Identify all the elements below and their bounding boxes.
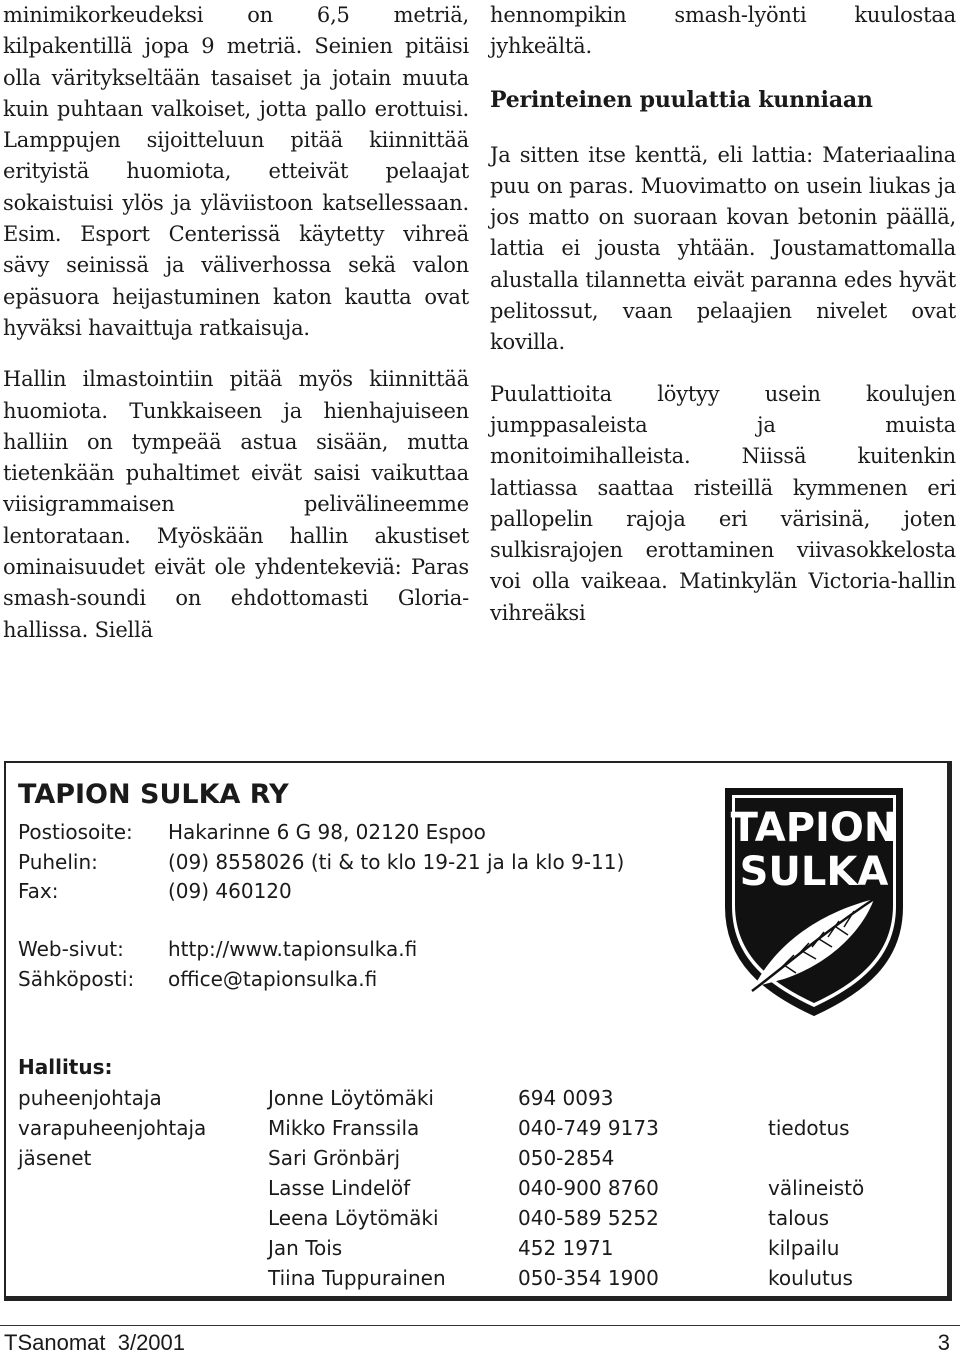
board-member-name: Tiina Tuppurainen <box>268 1266 446 1290</box>
board-member-name: Lasse Lindelöf <box>268 1176 411 1200</box>
board-member-name: Mikko Franssila <box>268 1116 420 1140</box>
article-paragraph: minimikorkeudeksi on 6,5 metriä, kilpakentillä jopa 9 metriä. Seinien pitäisi olla väritykseltään tasaiset ja jotain muuta kuin puhtaan valkoiset, jotta pallo erottuisi. Lamppujen sijoitteluun pitää kiinnittää erityistä huomiota, etteivät pelaajat sokaistuisi ylös ja yläviistoon katsellessaan. Esim. Esport Centerissä käytetty vihreä sävy seinissä ja väliverhossa sekä valon epäsuora heijastuminen katon kautta ovat hyväksi havaittuja ratkaisuja. <box>3 3 469 340</box>
board-member-phone: 040-589 5252 <box>518 1206 659 1230</box>
logo-text-line1: TAPION <box>730 805 898 851</box>
organization-name: TAPION SULKA RY <box>18 779 289 810</box>
board-title: Hallitus: <box>18 1055 113 1079</box>
contact-value: (09) 8558026 (ti & to klo 19-21 ja la klo 9-11) <box>168 850 625 874</box>
page-number: 3 <box>937 1330 950 1355</box>
email-link[interactable]: office@tapionsulka.fi <box>168 967 378 991</box>
board-member-task: koulutus <box>768 1266 853 1290</box>
contact-label: Sähköposti: <box>18 967 135 991</box>
board-member-task: tiedotus <box>768 1116 850 1140</box>
article-column-right <box>490 0 956 649</box>
board-role: jäsenet <box>18 1146 92 1170</box>
contact-label: Fax: <box>18 879 59 903</box>
board-member-name: Leena Löytömäki <box>268 1206 439 1230</box>
club-info-box <box>4 761 952 1301</box>
contact-label: Web-sivut: <box>18 937 124 961</box>
article-paragraph: hennompikin smash-lyönti kuulostaa jyhkeältä. <box>490 3 956 59</box>
board-member-name: Jonne Löytömäki <box>268 1086 434 1110</box>
board-member-phone: 694 0093 <box>518 1086 614 1110</box>
board-role: varapuheenjohtaja <box>18 1116 207 1140</box>
board-member-phone: 040-749 9173 <box>518 1116 659 1140</box>
contact-value: Hakarinne 6 G 98, 02120 Espoo <box>168 820 486 844</box>
section-heading: Perinteinen puulattia kunniaan <box>490 86 873 113</box>
board-member-task: kilpailu <box>768 1236 840 1260</box>
logo-text-line2: SULKA <box>739 849 889 895</box>
contact-row-website <box>18 934 417 964</box>
article-paragraph: Ja sitten itse kenttä, eli lattia: Materiaalina puu on paras. Muovimatto on usein liukas ja jos matto on suoraan kovan betonin päällä, lattia ei jousta yhtään. Joustamattomalla alustalla tilannetta eivät paranna edes hyvät pelitossut, vaan pelaajien nivelet ovat kovilla. <box>490 142 956 355</box>
footer-divider <box>0 1325 960 1326</box>
board-member-phone: 050-2854 <box>518 1146 615 1170</box>
contact-row-phone <box>18 847 624 877</box>
article-column-left <box>3 0 469 666</box>
contact-value: (09) 460120 <box>168 879 292 903</box>
board-member-phone: 452 1971 <box>518 1236 614 1260</box>
board-role: puheenjohtaja <box>18 1086 162 1110</box>
website-link[interactable]: http://www.tapionsulka.fi <box>168 937 418 961</box>
board-member-task: välineistö <box>768 1176 865 1200</box>
board-member-phone: 040-900 8760 <box>518 1176 659 1200</box>
contact-row-email <box>18 964 377 994</box>
contact-label: Puhelin: <box>18 850 98 874</box>
article-paragraph: Hallin ilmastointiin pitää myös kiinnittää huomiota. Tunkkaiseen ja hienhajuiseen halliin on tympeää astua sisään, mutta tietenkään puhaltimet eivät saisi vaikuttaa viisigrammaisen pelivälineemme lentorataan. Myöskään hallin akustiset ominaisuudet eivät ole yhdentekeviä: Paras smash-soundi on ehdottomasti Gloria-hallissa. Siellä <box>3 367 469 642</box>
contact-label: Postiosoite: <box>18 820 133 844</box>
board-member-name: Sari Grönbärj <box>268 1146 401 1170</box>
publication-label: TSanomat 3/2001 <box>4 1330 186 1355</box>
board-member-task: talous <box>768 1206 829 1230</box>
club-logo-shield-icon <box>724 787 904 1017</box>
article-paragraph: Puulattioita löytyy usein koulujen jumppasaleista ja muista monitoimihalleista. Niissä kuitenkin lattiassa saattaa risteillä kymmenen eri pallopelin rajoja eri värisinä, joten sulkisrajojen erottaminen viivasokkelosta voi olla vaikeaa. Matinkylän Victoria-hallin vihreäksi <box>490 381 956 625</box>
contact-row-fax <box>18 876 292 906</box>
board-member-name: Jan Tois <box>268 1236 343 1260</box>
board-member-phone: 050-354 1900 <box>518 1266 659 1290</box>
contact-row-postal <box>18 817 486 847</box>
